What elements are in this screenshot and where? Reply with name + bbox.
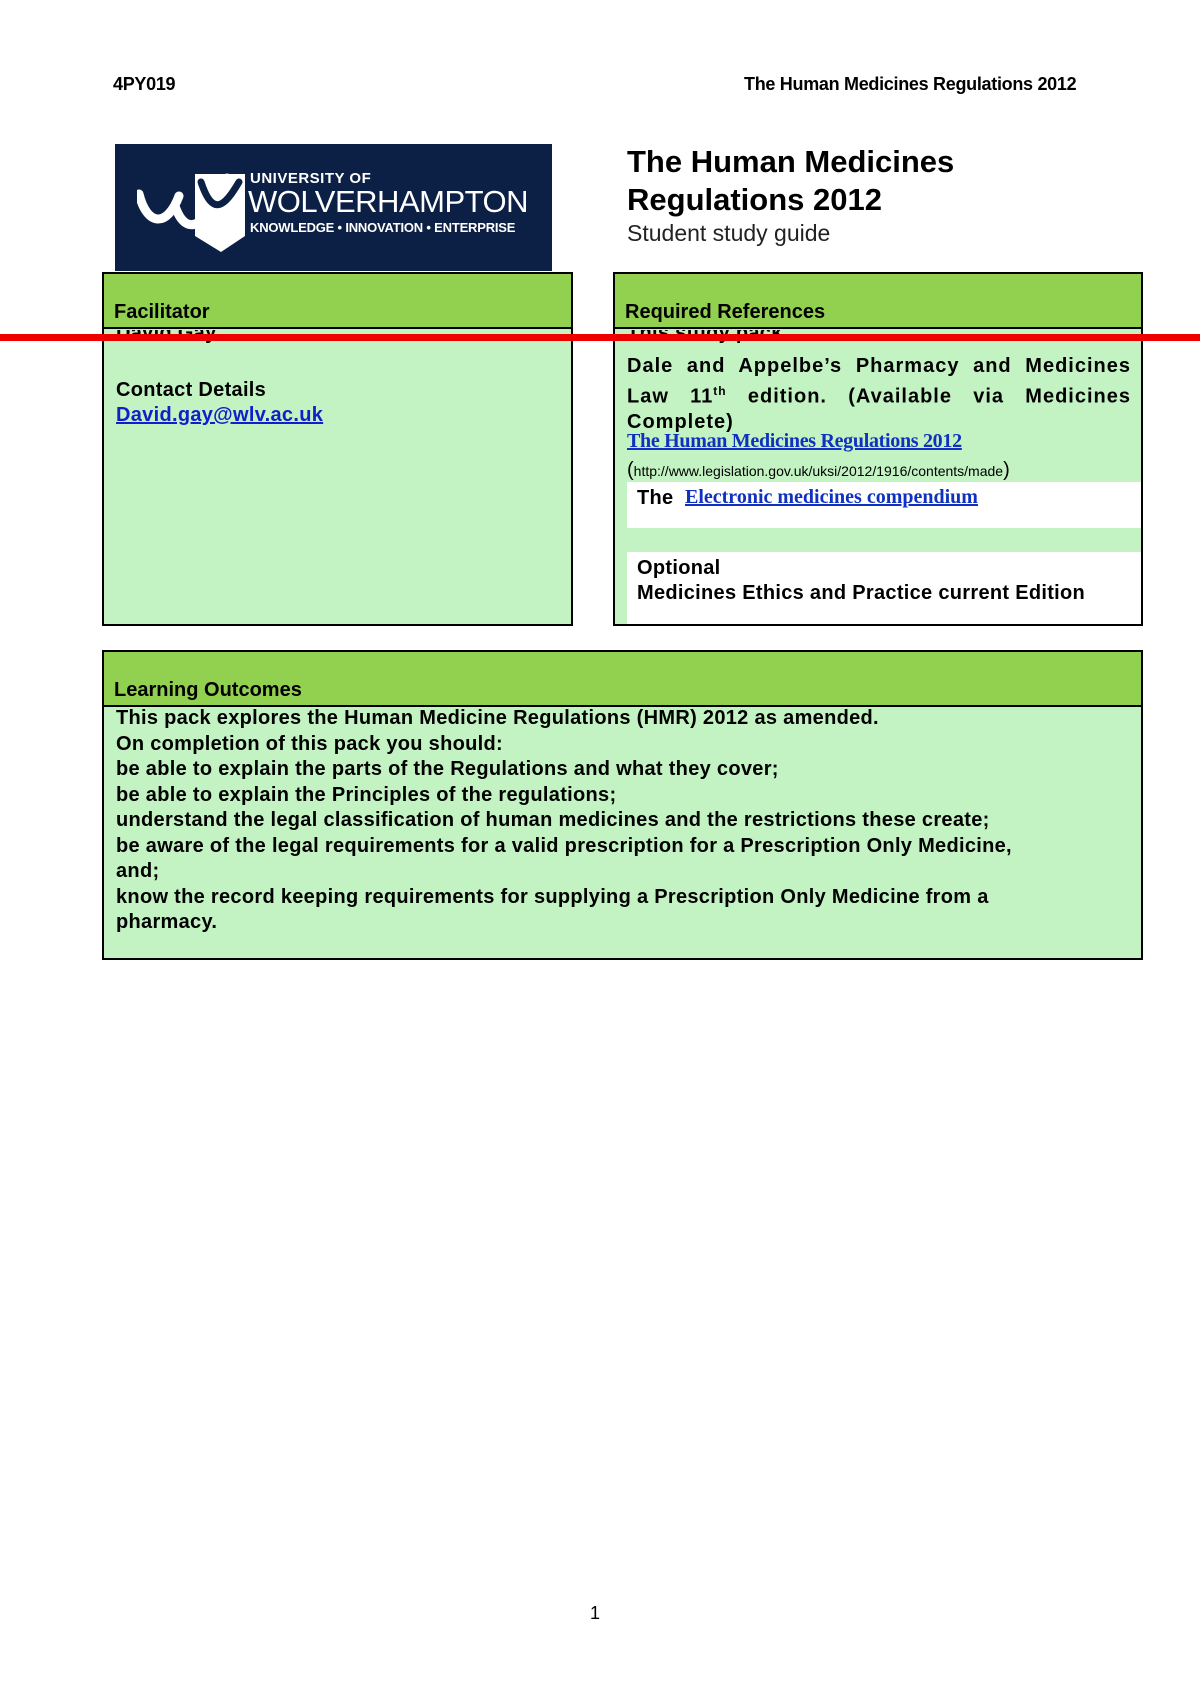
references-box [613,272,1143,626]
logo-line-wolverhampton: WOLVERHAMPTON [248,184,528,219]
emc-reference [627,482,1141,528]
emc-prefix: The [637,487,674,509]
reference-dale-line-2 [627,379,1131,410]
optional-reference [627,552,1141,624]
learning-outcomes-box [102,650,1143,960]
facilitator-box [102,272,573,626]
outcome-line: be able to explain the Principles of the regulations; [116,783,617,806]
hmr-2012-link[interactable]: The Human Medicines Regulations 2012 [627,430,962,452]
outcome-line: and; [116,860,160,882]
reference-dale-sup: th [713,384,727,398]
university-crest-icon [137,166,247,256]
running-header-title: The Human Medicines Regulations 2012 [744,74,1077,94]
facilitator-email-link[interactable]: David.gay@wlv.ac.uk [116,404,324,426]
reference-dale-line-2-post: edition. (Available via Medicines [726,385,1131,408]
optional-label: Optional [637,557,721,579]
facilitator-heading: Facilitator [104,274,571,329]
learning-outcomes-list [116,706,1012,936]
contact-details-label: Contact Details [116,379,267,401]
outcome-line: be aware of the legal requirements for a valid prescription for a Prescription Only Medicine, [116,834,1012,857]
references-heading: Required References [615,274,1141,329]
reference-dale-line-3: Complete) [627,410,734,433]
optional-item: Medicines Ethics and Practice current Edition [637,582,1086,604]
emc-link[interactable]: Electronic medicines compendium [685,486,978,508]
outcome-line: This pack explores the Human Medicine Regulations (HMR) 2012 as amended. [116,707,879,729]
hmr-url: (http://www.legislation.gov.uk/uksi/2012/1916/contents/made) [627,459,1010,481]
page-number: 1 [590,1603,601,1623]
outcome-line: be able to explain the parts of the Regulations and what they cover; [116,758,779,780]
title-line-1: The Human Medicines [627,144,955,179]
learning-outcomes-heading: Learning Outcomes [104,652,1141,707]
logo-line-university: UNIVERSITY OF [250,170,372,187]
running-header-course-code: 4PY019 [113,74,176,94]
hmr-url-text: http://www.legislation.gov.uk/uksi/2012/1916/contents/made [633,463,1004,479]
reference-dale-line-1: Dale and Appelbe’s Pharmacy and Medicines [627,355,1131,377]
document-title [627,143,954,219]
university-logo [115,144,552,271]
reference-dale-line-2-pre: Law 11 [627,385,714,408]
red-annotation-line [0,334,1200,341]
outcome-line: On completion of this pack you should: [116,732,503,755]
title-line-2: Regulations 2012 [627,182,882,217]
outcome-line: understand the legal classification of human medicines and the restrictions these create; [116,809,990,831]
reference-dale-appelbe [627,354,1131,435]
document-subtitle: Student study guide [627,220,831,246]
outcome-line: know the record keeping requirements for supplying a Prescription Only Medicine from a [116,885,989,908]
logo-line-tagline: KNOWLEDGE • INNOVATION • ENTERPRISE [250,220,516,235]
outcome-line: pharmacy. [116,911,218,933]
